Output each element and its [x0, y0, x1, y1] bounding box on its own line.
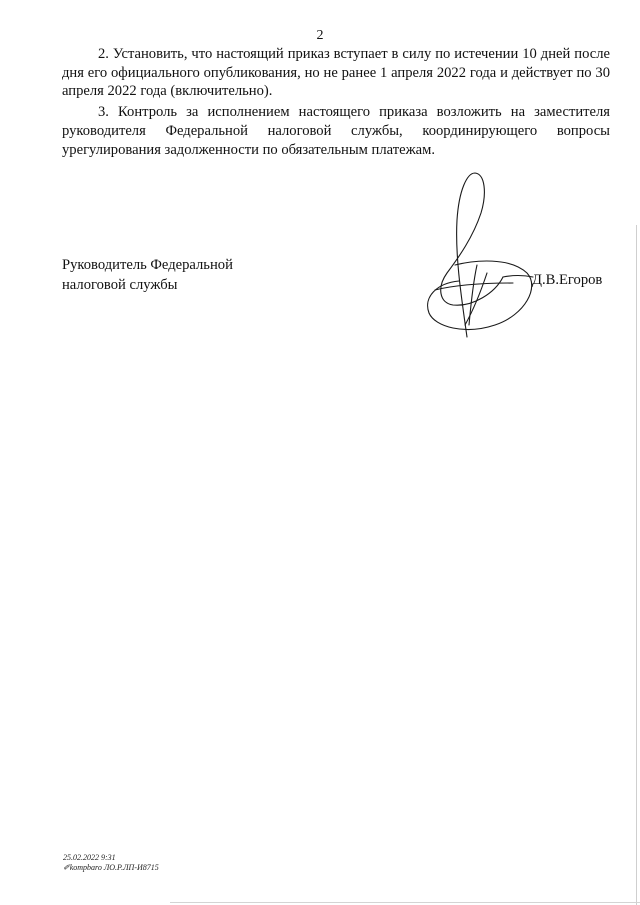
document-mark-icon: ✐: [63, 863, 70, 872]
footer-datetime: 25.02.2022 9:31: [63, 853, 116, 862]
footer-reference: kompbaro ЛО.Р.ЛП-И8715: [69, 863, 159, 872]
signatory-title: [62, 255, 233, 295]
footer-reference-line: [63, 863, 159, 873]
scan-edge-bottom: [170, 902, 640, 903]
document-body: [62, 45, 610, 161]
handwritten-signature: [415, 165, 560, 345]
paragraph-3: 3. Контроль за исполнением настоящего приказа возложить на заместителя руководителя Федеральной налоговой службы, координирующего вопросы урегулирования задолженности по обязательным платежам.: [62, 104, 610, 158]
signatory-title-line-1: Руководитель Федеральной: [62, 257, 233, 273]
footer-stamp: [63, 853, 159, 873]
scan-edge-right: [636, 225, 637, 905]
signatory-name: Д.В.Егоров: [532, 272, 603, 288]
page-number: 2: [316, 28, 324, 43]
signatory-title-line-2: налоговой службы: [62, 277, 178, 293]
paragraph-2: 2. Установить, что настоящий приказ вступает в силу по истечении 10 дней после дня его официального опубликования, но не ранее 1 апреля 2022 года и действует по 30 апреля 2022 года (включительно).: [62, 46, 610, 100]
